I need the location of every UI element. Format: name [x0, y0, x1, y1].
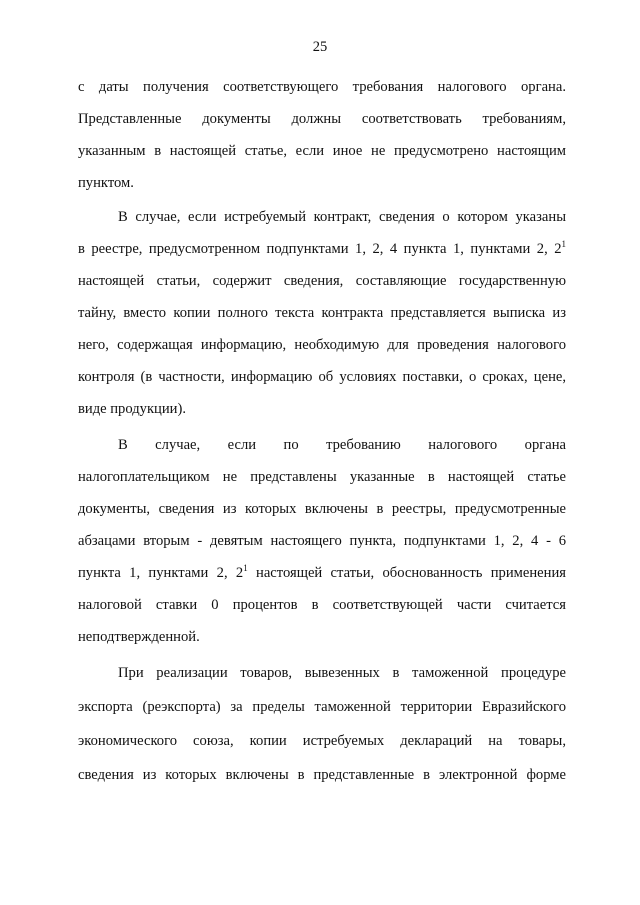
- paragraph-4-line-2: экспорта (реэкспорта) за пределы таможенной территории Евразийского: [78, 699, 566, 715]
- paragraph-2-line-6: контроля (в частности, информацию об условиях поставки, о сроках, цене,: [78, 369, 566, 385]
- superscript-1: 1: [243, 563, 248, 573]
- paragraph-3-line-5: [78, 562, 566, 584]
- paragraph-4-line-1: При реализации товаров, вывезенных в таможенной процедуре: [118, 665, 566, 681]
- paragraph-2-line-2-text: в реестре, предусмотренном подпунктами 1, 2, 4 пункта 1, пунктами 2, 2: [78, 241, 562, 257]
- paragraph-1-line-2: Представленные документы должны соответствовать требованиям,: [78, 111, 566, 127]
- paragraph-2-line-2: [78, 238, 566, 260]
- paragraph-2-line-5: него, содержащая информацию, необходимую для проведения налогового: [78, 337, 566, 353]
- paragraph-3-line-6: налоговой ставки 0 процентов в соответствующей части считается: [78, 597, 566, 613]
- page-number: 25: [312, 39, 328, 55]
- paragraph-1-line-1: с даты получения соответствующего требования налогового органа.: [78, 79, 566, 95]
- paragraph-3-line-1: В случае, если по требованию налогового органа: [118, 437, 566, 453]
- superscript-1: 1: [561, 239, 566, 249]
- paragraph-3-line-2: налогоплательщиком не представлены указанные в настоящей статье: [78, 469, 566, 485]
- paragraph-1-line-4: пунктом.: [78, 175, 134, 191]
- paragraph-3-line-3: документы, сведения из которых включены в реестры, предусмотренные: [78, 501, 566, 517]
- paragraph-2-line-3: настоящей статьи, содержит сведения, составляющие государственную: [78, 273, 566, 289]
- paragraph-4-line-3: экономического союза, копии истребуемых деклараций на товары,: [78, 733, 566, 749]
- paragraph-1-line-3: указанным в настоящей статье, если иное не предусмотрено настоящим: [78, 143, 566, 159]
- paragraph-3-line-5-tail: настоящей статьи, обоснованность применения: [247, 565, 566, 581]
- paragraph-3-line-4: абзацами вторым - девятым настоящего пункта, подпунктами 1, 2, 4 - 6: [78, 533, 566, 549]
- paragraph-2-line-4: тайну, вместо копии полного текста контракта представляется выписка из: [78, 305, 566, 321]
- paragraph-3-line-7: неподтвержденной.: [78, 629, 200, 645]
- paragraph-2-line-7: виде продукции).: [78, 401, 186, 417]
- paragraph-4-line-4: сведения из которых включены в представленные в электронной форме: [78, 767, 566, 783]
- paragraph-2-line-1: В случае, если истребуемый контракт, сведения о котором указаны: [118, 209, 566, 225]
- paragraph-3-line-5-text: пункта 1, пунктами 2, 2: [78, 565, 244, 581]
